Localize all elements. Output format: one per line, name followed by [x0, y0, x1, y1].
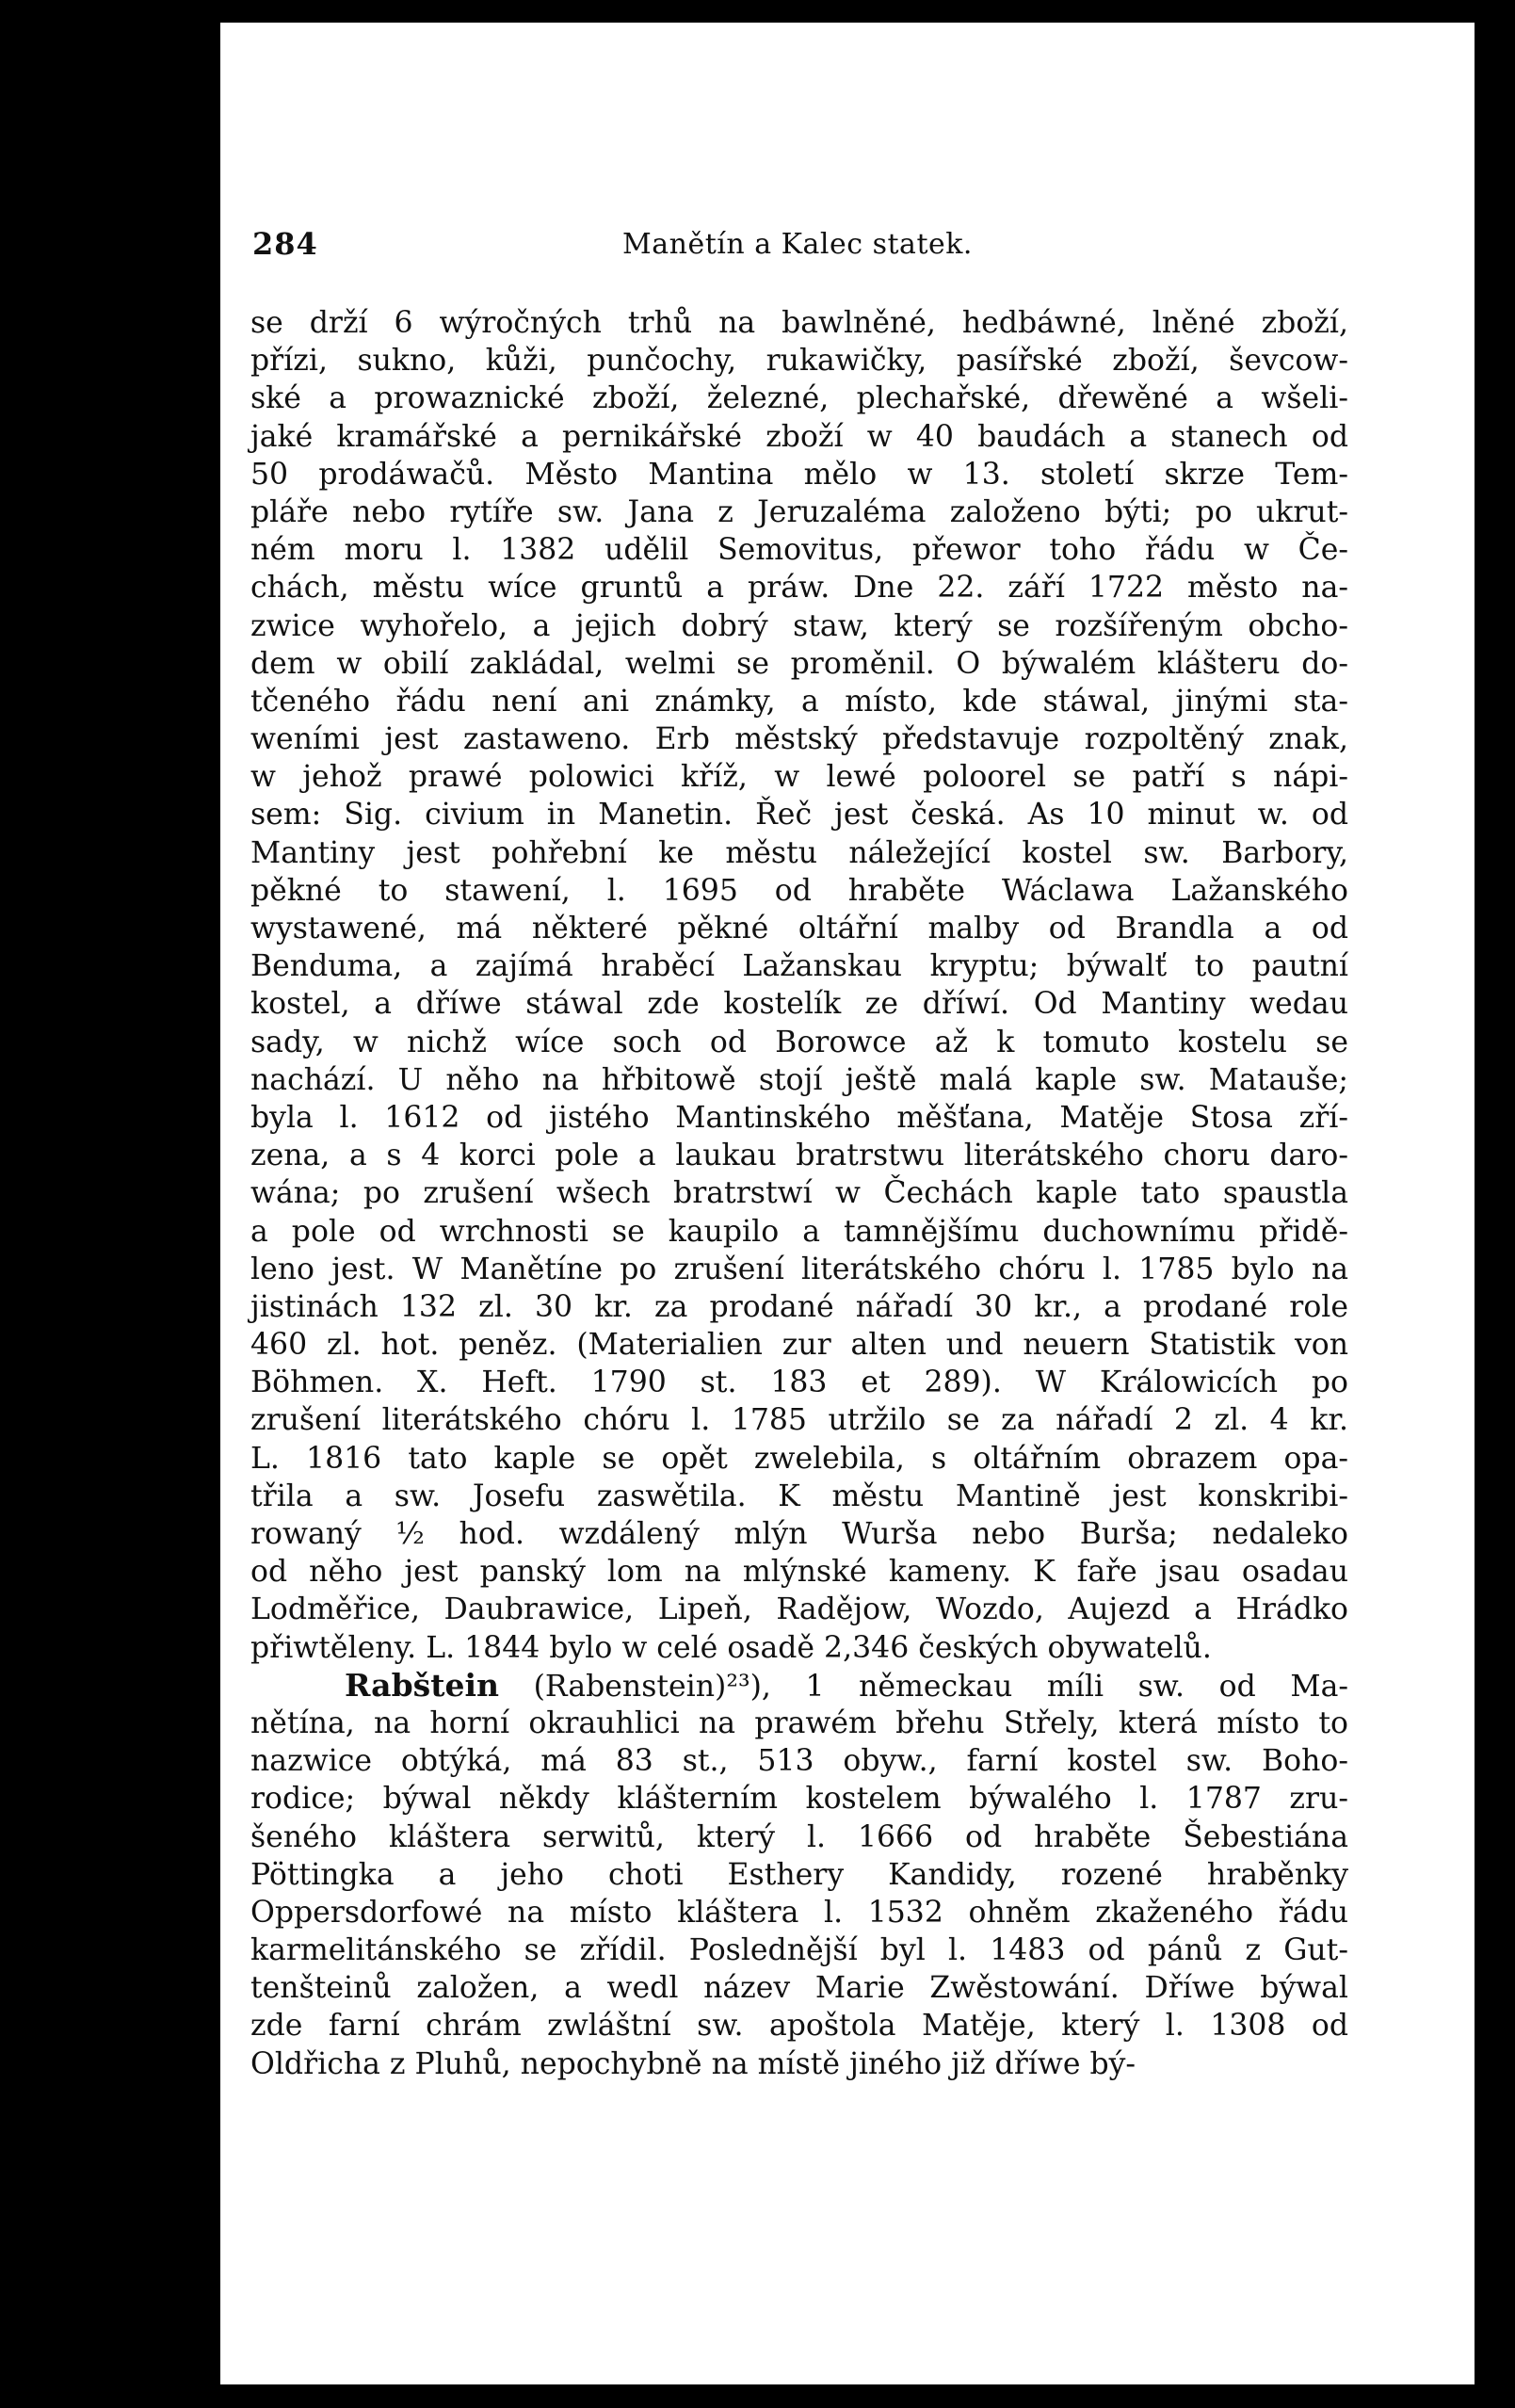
text-line: pláře nebo rytíře sw. Jana z Jeruzaléma založeno býti; po ukrut-: [250, 494, 1348, 529]
text-line: třila a sw. Josefu zaswětila. K městu Mantině jest konskribi-: [250, 1479, 1348, 1513]
text-line: wystawené, má některé pěkné oltářní malby od Brandla a od: [250, 912, 1348, 945]
text-line: kostel, a dříwe stáwal zde kostelík ze dříwí. Od Mantiny wedau: [250, 987, 1348, 1022]
text-line: Benduma, a zajímá hraběcí Lažanskau kryptu; býwalť to pautní: [250, 949, 1348, 984]
text-line: weními jest zastaweno. Erb městský představuje rozpoltěný znak,: [250, 722, 1348, 757]
text-line: od něho jest panský lom na mlýnské kameny. K faře jsau osadau: [250, 1555, 1348, 1590]
page-number: 284: [252, 226, 318, 262]
text-line: leno jest. W Manětíne po zrušení literátského chóru l. 1785 bylo na: [250, 1252, 1348, 1286]
text-line: Oppersdorfowé na místo kláštera l. 1532 ohněm zkaženého řádu: [250, 1895, 1348, 1930]
text-line: byla l. 1612 od jistého Mantinského měšťana, Matěje Stosa zří-: [250, 1100, 1348, 1135]
text-line: L. 1816 tato kaple se opět zwelebila, s oltářním obrazem opa-: [250, 1441, 1348, 1476]
text-line: se drží 6 wýročných trhů na bawlněné, hedbáwné, lněné zboží,: [250, 306, 1348, 340]
text-line: zde farní chrám zwláštní sw. apoštola Matěje, který l. 1308 od: [250, 2009, 1348, 2044]
text-line: tenšteinů založen, a wedl název Marie Zwěstowání. Dříwe býwal: [250, 1971, 1348, 2006]
text-line: jistinách 132 zl. 30 kr. za prodané nářadí 30 kr., a prodané role: [250, 1289, 1348, 1324]
entry-heading-rest: (Rabenstein)²³), 1 německau míli sw. od Ma-: [533, 1669, 1348, 1704]
text-line: zena, a s 4 korci pole a laukau bratrstwu literátského choru darо-: [250, 1139, 1348, 1173]
text-line: 50 prodáwačů. Město Mantina mělo w 13. století skrze Tem-: [250, 457, 1348, 492]
text-line: jaké kramářské a pernikářské zboží w 40 baudách a stanech od: [250, 419, 1348, 454]
entry-heading: Rabštein: [345, 1666, 499, 1704]
text-line: ské a prowaznické zboží, železné, plechařské, dřewěné a wšeli-: [250, 381, 1348, 416]
text-line: [250, 1667, 1348, 1705]
text-line: sady, w nichž wíce soch od Borowce až k tomuto kostelu se: [250, 1025, 1348, 1059]
text-line: chách, městu wíce gruntů a práw. Dne 22. září 1722 město na-: [250, 571, 1348, 606]
text-line: nachází. U něho na hřbitowě stojí ještě malá kaple sw. Matauše;: [250, 1062, 1348, 1097]
text-line: sem: Sig. civium in Manetin. Řeč jest česká. As 10 minut w. od: [250, 798, 1348, 832]
text-line: tčeného řádu není ani známky, a místo, kde stáwal, jinými sta-: [250, 684, 1348, 719]
text-line: pěkné to stawení, l. 1695 od hraběte Wáclawa Lažanského: [250, 873, 1348, 908]
text-line: a pole od wrchnosti se kaupilo a tamnějšímu duchownímu přidě-: [250, 1214, 1348, 1249]
running-title: Manětín a Kalec statek.: [622, 228, 973, 261]
paragraph-1: [250, 304, 1348, 1667]
text-line: zwice wyhořelo, a jejich dobrý staw, který se rozšířeným obcho-: [250, 608, 1348, 643]
text-line: dem w obilí zakládal, welmi se proměnil. O býwalém klášteru do-: [250, 646, 1348, 681]
text-line: Oldřicha z Pluhů, nepochybně na místě jiného již dříwe bý-: [250, 2046, 1136, 2081]
text-line: Pöttingka a jeho choti Esthery Kandidy, rozené hraběnky: [250, 1857, 1348, 1892]
text-line: rowaný ½ hod. wzdálený mlýn Wurša nebo Burša; nedaleko: [250, 1517, 1348, 1551]
text-line: Lodměřice, Daubrawice, Lipeň, Radějow, Wozdo, Aujezd a Hrádko: [250, 1592, 1348, 1627]
text-line: ném moru l. 1382 udělil Semovitus, přewor toho řádu w Če-: [250, 533, 1348, 568]
text-line: Mantiny jest pohřební ke městu náležející kostel sw. Barbory,: [250, 835, 1348, 870]
text-line: nazwice obtýká, má 83 st., 513 obyw., farní kostel sw. Boho-: [250, 1744, 1348, 1779]
text-line: Böhmen. X. Heft. 1790 st. 183 et 289). W Králowicích po: [250, 1366, 1348, 1400]
text-line: přízi, sukno, kůži, punčochy, rukawičky, pasířské zboží, ševcow-: [250, 344, 1348, 379]
text-line: přiwtěleny. L. 1844 bylo w celé osadě 2,346 českých obywatelů.: [250, 1630, 1212, 1665]
text-line: wána; po zrušení wšech bratrstwí w Čechách kaple tato spaustla: [250, 1176, 1348, 1211]
text-line: 460 zl. hot. peněz. (Materialien zur alten und neuern Statistik von: [250, 1328, 1348, 1363]
text-line: karmelitánského se zřídil. Poslednější byl l. 1483 od pánů z Gut-: [250, 1933, 1348, 1968]
text-line: w jehož prawé polowici kříž, w lewé poloorel se patří s nápi-: [250, 760, 1348, 795]
paragraph-2: [250, 1667, 1348, 2083]
text-line: šeného kláštera serwitů, který l. 1666 od hraběte Šebestiána: [250, 1819, 1348, 1854]
text-line: zrušení literátského chóru l. 1785 utržilo se za nářadí 2 zl. 4 kr.: [250, 1403, 1348, 1438]
body-text: [250, 304, 1348, 2083]
text-line: rodice; býwal někdy klášterním kostelem býwalého l. 1787 zru-: [250, 1782, 1348, 1817]
page-header: [252, 226, 1343, 264]
text-line: nětína, na horní okrauhlici na prawém břehu Střely, která místo to: [250, 1705, 1348, 1740]
